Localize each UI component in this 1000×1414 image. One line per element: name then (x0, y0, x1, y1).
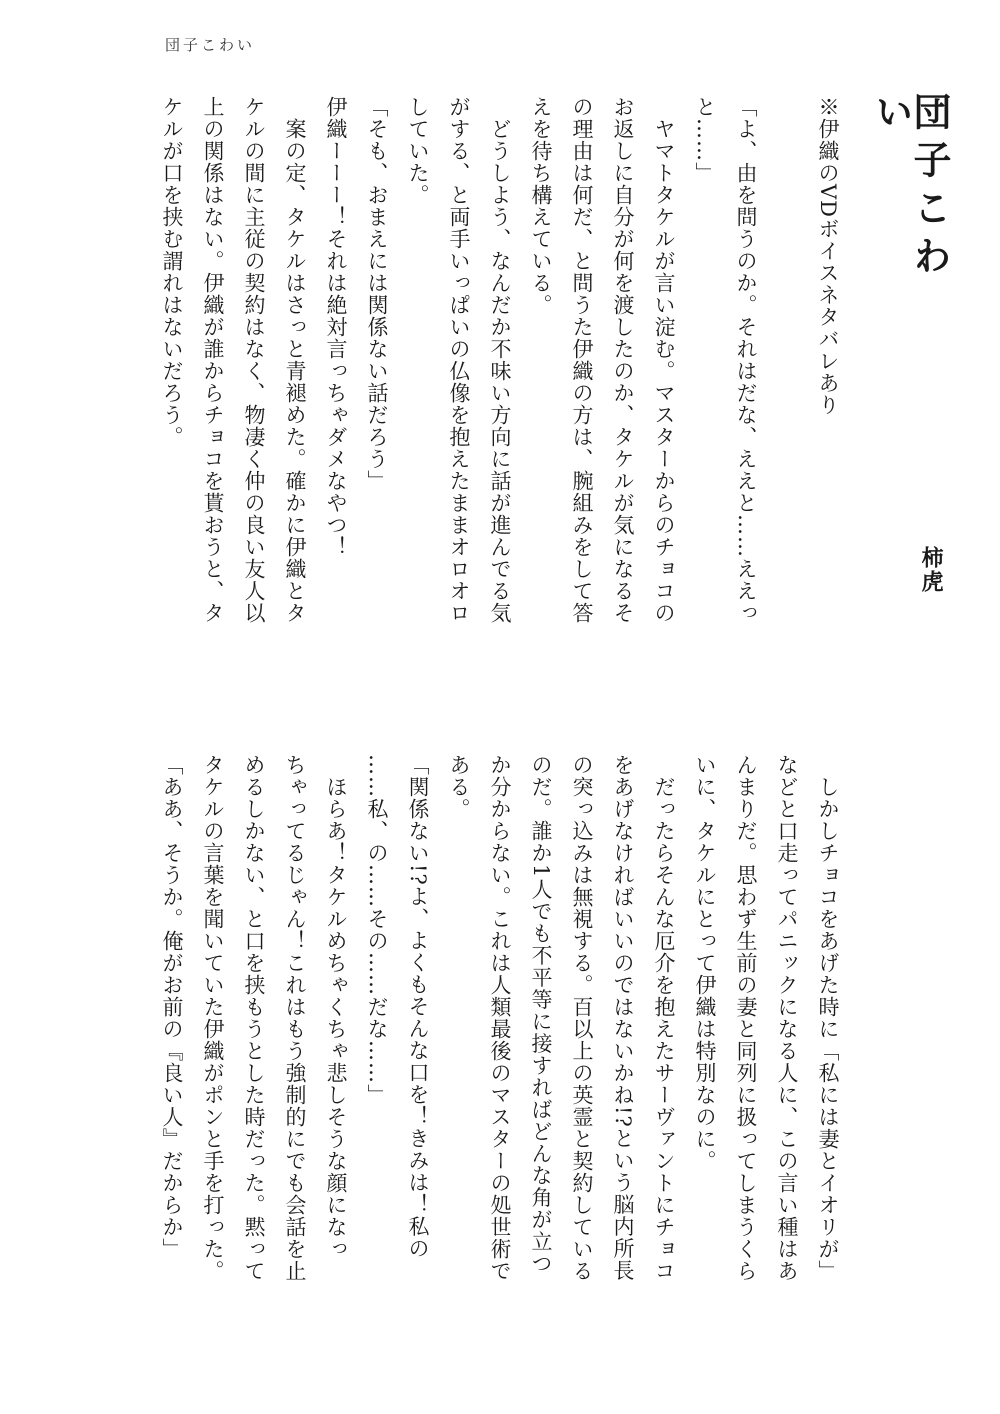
text-line (766, 96, 807, 686)
text-line: ケルが口を挟む謂れはないだろう。 (160, 96, 184, 448)
text-line: などと口走ってパニックになる人に、この言い種はあ (775, 754, 799, 1282)
text-line: の突っ込みは無視する。百以上の英霊と契約している (570, 754, 594, 1282)
text-line: ※伊織のVDボイスネタバレあり (816, 96, 840, 417)
text-line: か分からない。これは人類最後のマスターの処世術で (488, 754, 512, 1282)
text-line: 「関係ない!?よ、よくもそんな口を！きみは！私の (406, 754, 430, 1260)
body-text-bottom (158, 754, 848, 1354)
text-line: いに、タケルにとって伊織は特別なのに。 (693, 754, 717, 1172)
text-line: 伊織ーーー！それは絶対言っちゃダメなやつ！ (324, 96, 348, 558)
text-line: タケルの言葉を聞いていた伊織がポンと手を打った。 (201, 754, 225, 1282)
text-line: だったらそんな厄介を抱えたサーヴァントにチョコ (652, 754, 676, 1282)
text-line: と……」 (693, 96, 717, 184)
text-line: 上の関係はない。伊織が誰からチョコを貰おうと、タ (201, 96, 225, 624)
text-line: をあげなければいいのではないかね!?という脳内所長 (611, 754, 635, 1282)
text-line: 「そも、おまえには関係ない話だろう」 (365, 96, 389, 492)
text-line: がする、と両手いっぱいの仏像を抱えたままオロオロ (447, 96, 471, 624)
text-line: お返しに自分が何を渡したのか、タケルが気になるそ (611, 96, 635, 624)
text-line: ……私、の……その……だな……」 (365, 754, 389, 1106)
text-line: していた。 (406, 96, 430, 206)
text-line: めるしかない、と口を挟もうとした時だった。黙って (242, 754, 266, 1282)
body-text-top (158, 96, 848, 686)
text-line: しかしチョコをあげた時に「私には妻とイオリが」 (816, 754, 840, 1282)
text-line: の理由は何だ、と問うた伊織の方は、腕組みをして答 (570, 96, 594, 624)
story-title: 団子こわい (869, 92, 952, 284)
author-name: 柿虎 (918, 546, 944, 594)
text-line: ケルの間に主従の契約はなく、物凄く仲の良い友人以 (242, 96, 266, 624)
text-line: のだ。誰か1人でも不平等に接すればどんな角が立つ (529, 754, 553, 1275)
text-line: 案の定、タケルはさっと青褪めた。確かに伊織とタ (283, 96, 307, 624)
text-line: 「よ、由を問うのか。それはだな、ええと……ええっ (734, 96, 758, 624)
running-header: 団子こわい (165, 36, 256, 54)
text-line: ヤマトタケルが言い淀む。マスターからのチョコの (652, 96, 676, 624)
text-line: んまりだ。思わず生前の妻と同列に扱ってしまうくら (734, 754, 758, 1282)
text-line: えを待ち構えている。 (529, 96, 553, 316)
text-line: どうしよう、なんだか不味い方向に話が進んでる気 (488, 96, 512, 624)
text-line: ほらあ！タケルめちゃくちゃ悲しそうな顔になっ (324, 754, 348, 1260)
text-line: ある。 (447, 754, 471, 820)
text-line: ちゃってるじゃん！これはもう強制的にでも会話を止 (283, 754, 307, 1282)
text-line: 「ああ、そうか。俺がお前の『良い人』だからか」 (160, 754, 184, 1260)
